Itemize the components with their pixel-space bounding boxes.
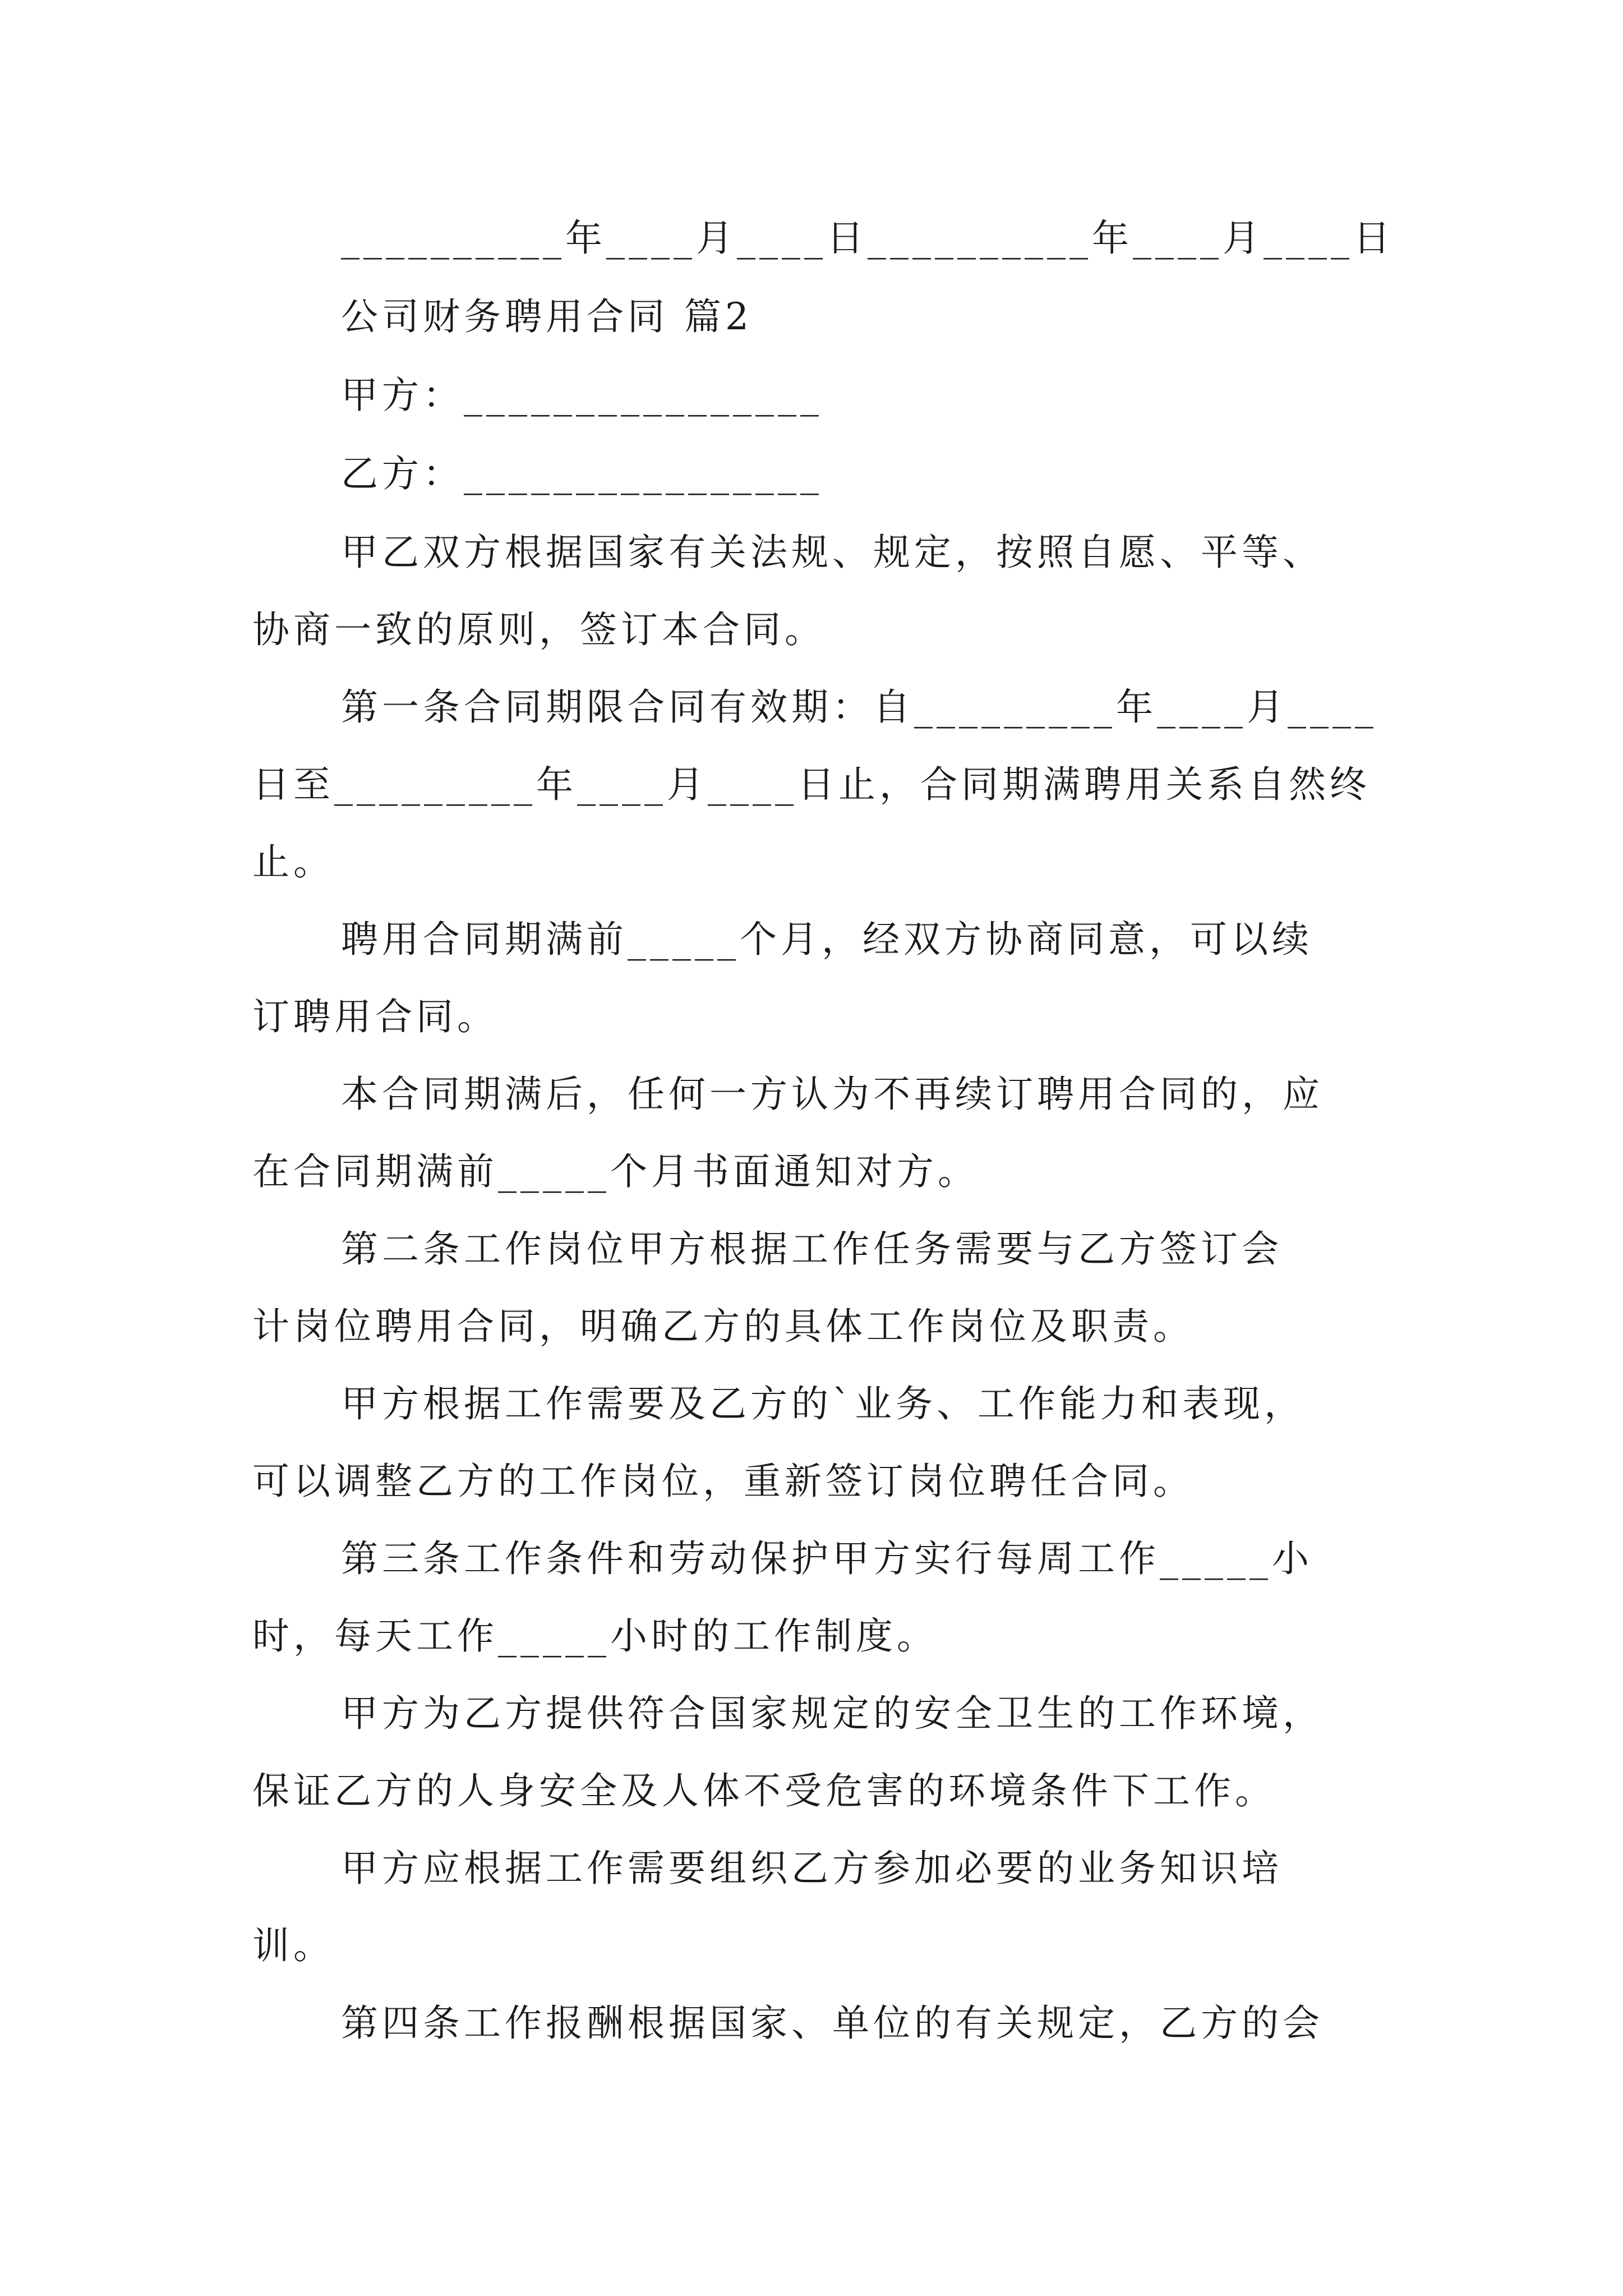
contract-title: 公司财务聘用合同 篇2 (341, 295, 753, 338)
article-4-line: 第四条工作报酬根据国家、单位的有关规定，乙方的会 (341, 2001, 1324, 2045)
paragraph-line: 甲方为乙方提供符合国家规定的安全卫生的工作环境， (341, 1692, 1324, 1735)
party-a-line: 甲方：________________ (341, 374, 823, 417)
party-b-line: 乙方：________________ (341, 452, 823, 495)
article-2-line: 第二条工作岗位甲方根据工作任务需要与乙方签订会 (341, 1227, 1283, 1271)
paragraph-line: 本合同期满后，任何一方认为不再续订聘用合同的，应 (341, 1073, 1324, 1116)
paragraph-line: 计岗位聘用合同，明确乙方的具体工作岗位及职责。 (252, 1305, 1194, 1348)
article-1-line: 第一条合同期限合同有效期：自_________年____月____ (341, 685, 1377, 729)
date-range-line: __________年____月____日__________年____月____日 (341, 217, 1394, 260)
paragraph-line: 训。 (252, 1924, 334, 1967)
paragraph-line: 保证乙方的人身安全及人体不受危害的环境条件下工作。 (252, 1769, 1276, 1812)
paragraph-line: 聘用合同期满前_____个月，经双方协商同意，可以续 (341, 918, 1313, 961)
article-3-line: 第三条工作条件和劳动保护甲方实行每周工作_____小 (341, 1537, 1313, 1580)
paragraph-line: 日至_________年____月____日止，合同期满聘用关系自然终 (252, 763, 1371, 806)
paragraph-line: 甲乙双方根据国家有关法规、规定，按照自愿、平等、 (341, 531, 1324, 574)
paragraph-line: 时，每天工作_____小时的工作制度。 (252, 1614, 938, 1658)
paragraph-line: 可以调整乙方的工作岗位，重新签订岗位聘任合同。 (252, 1460, 1194, 1503)
paragraph-line: 甲方根据工作需要及乙方的`业务、工作能力和表现， (341, 1382, 1305, 1425)
paragraph-line: 协商一致的原则，签订本合同。 (252, 608, 826, 651)
paragraph-line: 止。 (252, 840, 334, 884)
paragraph-line: 订聘用合同。 (252, 995, 498, 1038)
paragraph-line: 甲方应根据工作需要组织乙方参加必要的业务知识培 (341, 1847, 1283, 1890)
paragraph-line: 在合同期满前_____个月书面通知对方。 (252, 1150, 979, 1193)
